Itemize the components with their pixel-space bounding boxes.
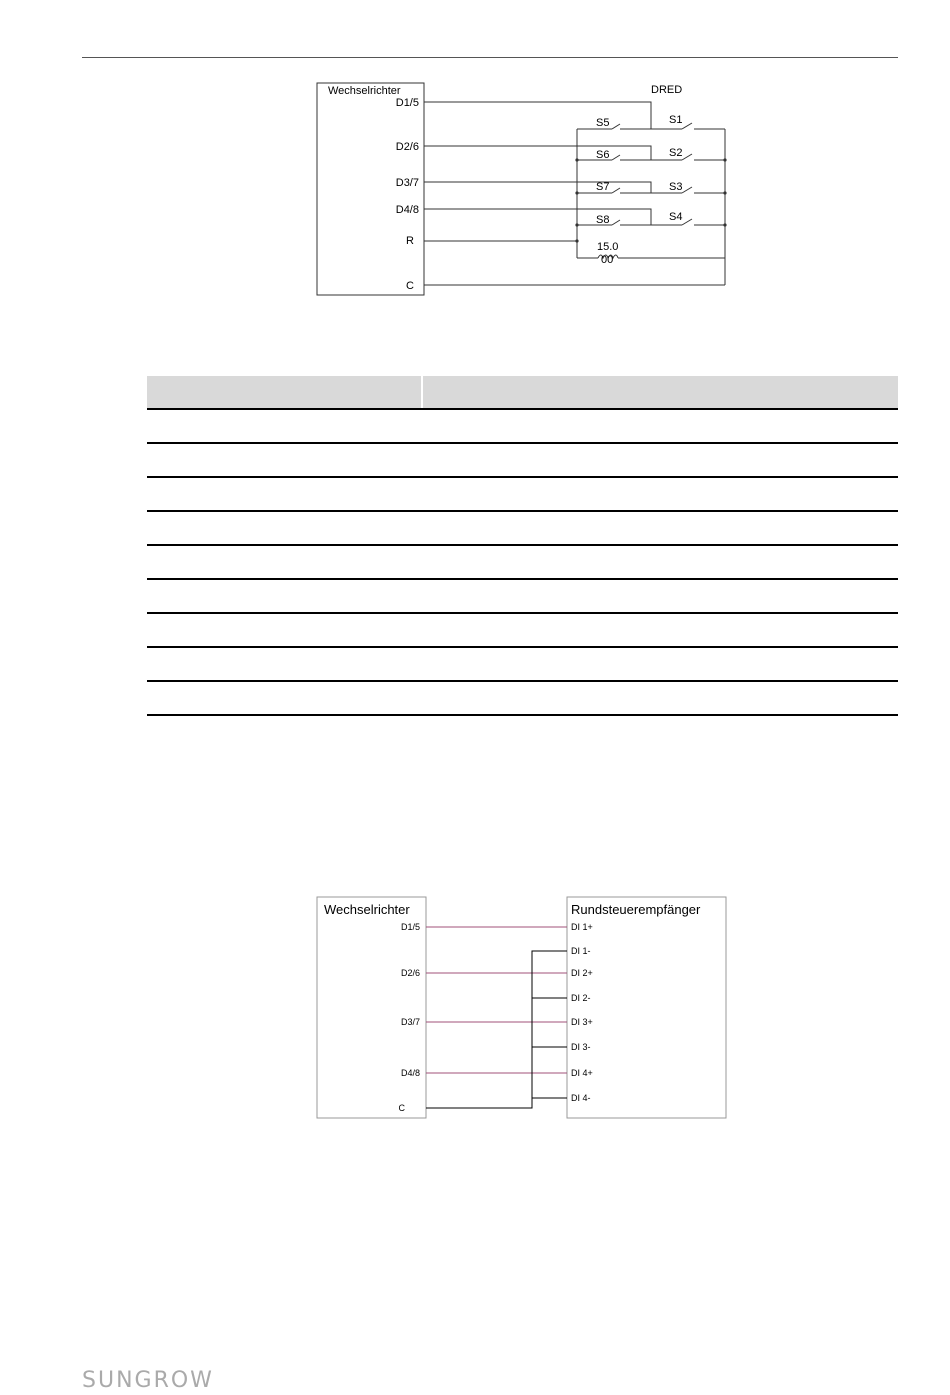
- resistor-value-2: 00: [601, 254, 614, 266]
- inverter-box: [317, 83, 424, 295]
- table-row: [147, 613, 898, 647]
- rcv-terminal-di3p: DI 3+: [571, 1017, 593, 1027]
- table-row: [147, 545, 898, 579]
- switch-s6: S6: [596, 149, 610, 161]
- rcv-terminal-di4m: DI 4-: [571, 1093, 591, 1103]
- table-row: [147, 409, 898, 443]
- inv-terminal-d1: D1/5: [400, 922, 420, 932]
- rcv-terminal-di4p: DI 4+: [571, 1068, 593, 1078]
- wire-d3: [424, 182, 651, 193]
- table-cell: [147, 647, 422, 681]
- table-row: [147, 681, 898, 715]
- switch-s2: S2: [669, 147, 683, 159]
- switch-s1: S1: [669, 114, 683, 126]
- table-cell: [147, 613, 422, 647]
- table-row: [147, 579, 898, 613]
- terminal-c: C: [406, 280, 414, 292]
- table-cell: [147, 681, 422, 715]
- terminal-r: R: [406, 235, 414, 247]
- table-cell: [422, 477, 898, 511]
- table-cell: [422, 681, 898, 715]
- rcv-terminal-di1m: DI 1-: [571, 946, 591, 956]
- dred-wiring-diagram: [300, 70, 750, 310]
- table-cell: [422, 647, 898, 681]
- table-cell: [422, 511, 898, 545]
- table-cell: [422, 545, 898, 579]
- rcv-terminal-di2p: DI 2+: [571, 968, 593, 978]
- table-header-cell: [147, 376, 422, 409]
- inv-terminal-d2: D2/6: [400, 968, 420, 978]
- wire-d1: [424, 102, 651, 129]
- wire-d4: [424, 209, 651, 225]
- inverter-label: Wechselrichter: [328, 85, 401, 97]
- inv-terminal-d3: D3/7: [400, 1017, 420, 1027]
- inv-terminal-c: C: [398, 1103, 405, 1113]
- switch-s7: S7: [596, 181, 610, 193]
- table-cell: [422, 613, 898, 647]
- table-cell: [147, 409, 422, 443]
- table-row: [147, 443, 898, 477]
- rcv-terminal-di1p: DI 1+: [571, 922, 593, 932]
- wire-d2: [424, 146, 651, 160]
- resistor-value-1: 15.0: [597, 241, 619, 253]
- terminal-d4: D4/8: [395, 204, 419, 216]
- table-cell: [147, 511, 422, 545]
- receiver-label: Rundsteuerempfänger: [571, 902, 701, 917]
- table-cell: [422, 579, 898, 613]
- header-rule: [82, 57, 898, 58]
- switch-s4: S4: [669, 211, 683, 223]
- table-row: [147, 647, 898, 681]
- table-cell: [147, 545, 422, 579]
- receiver-wiring-diagram: [300, 885, 750, 1130]
- table-cell: [422, 409, 898, 443]
- table-header-cell: [422, 376, 898, 409]
- common-wire-c: [426, 951, 567, 1108]
- inverter-label-2: Wechselrichter: [324, 902, 410, 917]
- switch-s8: S8: [596, 214, 610, 226]
- table-cell: [147, 443, 422, 477]
- inv-terminal-d4: D4/8: [400, 1068, 420, 1078]
- rcv-terminal-di2m: DI 2-: [571, 993, 591, 1003]
- rcv-terminal-di3m: DI 3-: [571, 1042, 591, 1052]
- table-cell: [147, 477, 422, 511]
- table-cell: [147, 579, 422, 613]
- table-row: [147, 511, 898, 545]
- dred-label: DRED: [651, 84, 683, 96]
- terminal-d1: D1/5: [395, 97, 419, 109]
- table-row: [147, 477, 898, 511]
- switch-s5: S5: [596, 117, 610, 129]
- table-cell: [422, 443, 898, 477]
- terminal-d2: D2/6: [395, 141, 419, 153]
- table-header-row: [147, 376, 898, 409]
- dred-mode-table: [147, 376, 898, 716]
- terminal-d3: D3/7: [395, 177, 419, 189]
- switch-s3: S3: [669, 181, 683, 193]
- sungrow-logo: SUNGROW: [82, 1368, 214, 1393]
